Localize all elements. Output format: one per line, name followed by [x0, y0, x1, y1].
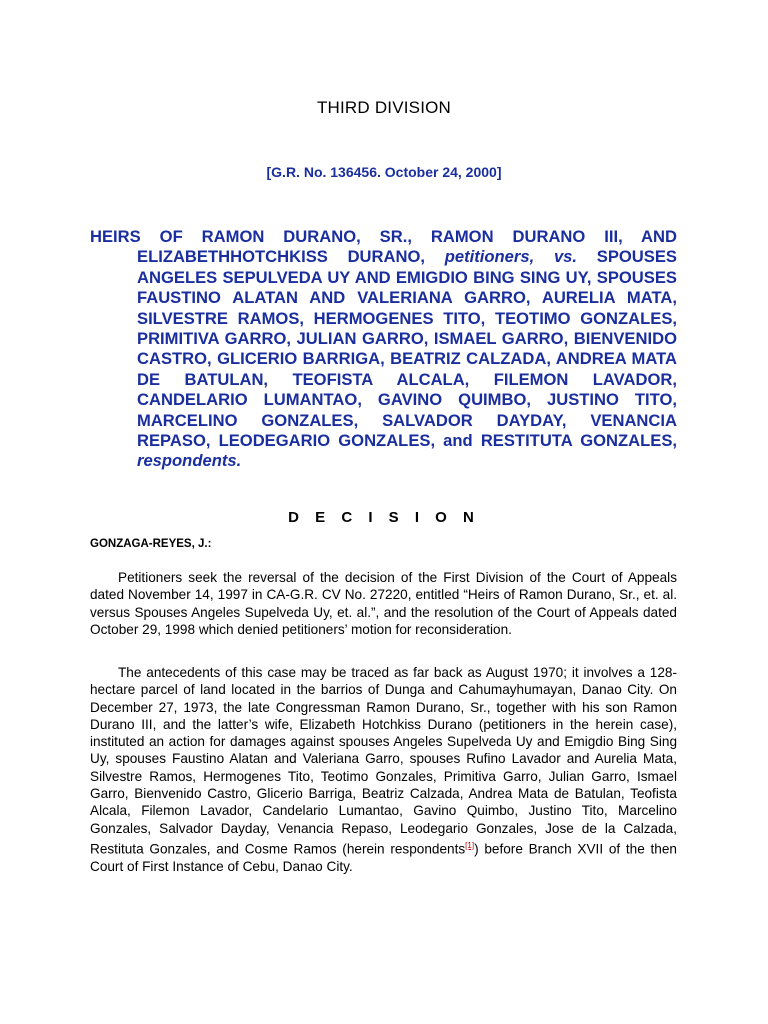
paragraph-2: [90, 664, 677, 875]
case-number: [G.R. No. 136456. October 24, 2000]: [266, 164, 502, 180]
petitioners-names: HEIRS OF RAMON DURANO, SR., RAMON DURANO III, AND ELIZABETHHOTCHKISS DURANO,: [90, 227, 677, 267]
division-heading: THIRD DIVISION: [316, 98, 452, 117]
petitioners-label: petitioners,: [444, 247, 535, 267]
paragraph-1: Petitioners seek the reversal of the decision of the First Division of the Court of Appeals dated November 14, 1997 in CA-G.R. CV No. 27220, entitled “Heirs of Ramon Durano, Sr., et. al. versus Spouses Angeles Supelveda Uy, et. al.”, and the resolution of the Court of Appeals dated October 29, 1998 which denied petitioners’ motion for reconsideration.: [90, 570, 677, 637]
case-parties: [90, 227, 677, 472]
respondents-names: SPOUSES ANGELES SEPULVEDA UY AND EMIGDIO BING SING UY, SPOUSES FAUSTINO ALATAN AND VALERIANA GARRO, AURELIA MATA, SILVESTRE RAMOS, HERMOGENES TITO, TEOTIMO GONZALES, PRIMITIVA GARRO, JULIAN GARRO, ISMAEL GARRO, BIENVENIDO CASTRO, GLICERIO BARRIGA, BEATRIZ CALZADA, ANDREA MATA DE BATULAN, TEOFISTA ALCALA, FILEMON LAVADOR, CANDELARIO LUMANTAO, GAVINO QUIMBO, JUSTINO TITO, MARCELINO GONZALES, SALVADOR DAYDAY, VENANCIA REPASO, LEODEGARIO GONZALES, and RESTITUTA GONZALES,: [137, 247, 677, 451]
paragraph-2-text: The antecedents of this case may be traced as far back as August 1970; it involves a 128-hectare parcel of land located in the barrios of Dunga and Cahumayhumayan, Danao City. On December 27, 1973, the late Congressman Ramon Durano, Sr., together with his son Ramon Durano III, and the latter’s wife, Elizabeth Hotchkiss Durano (petitioners in the herein case), instituted an action for damages against spouses Angeles Supelveda Uy and Emigdio Bing Sing Uy, spouses Faustino Alatan and Valeriana Garro, spouses Rufino Lavador and Aurelia Mata, Silvestre Ramos, Hermogenes Tito, Teotimo Gonzales, Primitiva Garro, Julian Garro, Ismael Garro, Bienvenido Castro, Glicerio Barriga, Beatriz Calzada, Andrea Mata de Batulan, Teofista Alcala, Filemon Lavador, Candelario Lumantao, Gavino Quimbo, Justino Tito, Marcelino Gonzales, Salvador Dayday, Venancia Repaso, Leodegario Gonzales, Jose de la Calzada, Restituta Gonzales, and Cosme Ramos (herein respondents: [90, 665, 677, 857]
ponente: GONZAGA-REYES, J.:: [90, 538, 212, 550]
footnote-link[interactable]: [1]: [465, 840, 475, 850]
decision-heading: D E C I S I O N: [288, 509, 480, 526]
versus-label: vs.: [553, 247, 578, 267]
respondents-label: respondents.: [137, 451, 242, 471]
paragraph-2-end: ) before Branch XVII of the then Court of First Instance of Cebu, Danao City.: [90, 841, 677, 874]
